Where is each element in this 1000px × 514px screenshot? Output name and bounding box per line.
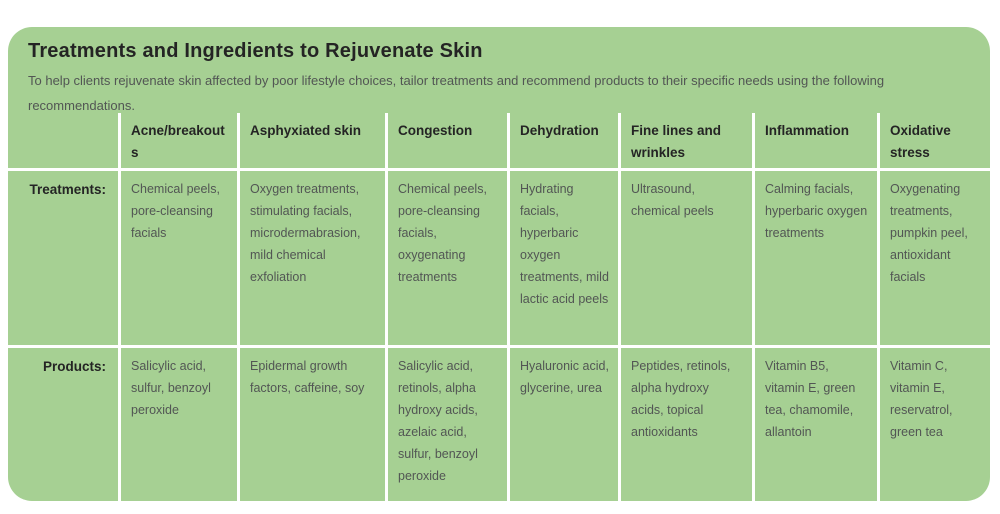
- table-cell-treatments-acne: Chemical peels, pore-cleansing facials: [118, 168, 237, 345]
- page-title: Treatments and Ingredients to Rejuvenate Skin: [28, 40, 483, 62]
- table-cell-products-dehydration: Hyaluronic acid, glycerine, urea: [507, 345, 618, 501]
- table-cell-products-inflammation: Vitamin B5, vitamin E, green tea, chamomile, allantoin: [752, 345, 877, 501]
- row-label-products: Products:: [8, 345, 118, 501]
- intro-text: To help clients rejuvenate skin affected by poor lifestyle choices, tailor treatments and recommend products to their specific needs using the following recommendations.: [28, 73, 885, 113]
- table-cell-products-asphyxiated: Epidermal growth factors, caffeine, soy: [237, 345, 385, 501]
- column-header-asphyxiated-skin: Asphyxiated skin: [237, 113, 385, 168]
- column-header-fine-lines-wrinkles: Fine lines and wrinkles: [618, 113, 752, 168]
- row-label-treatments: Treatments:: [8, 168, 118, 345]
- column-header-dehydration: Dehydration: [507, 113, 618, 168]
- table-cell-products-acne: Salicylic acid, sulfur, benzoyl peroxide: [118, 345, 237, 501]
- table-cell-products-fine-lines: Peptides, retinols, alpha hydroxy acids, topical antioxidants: [618, 345, 752, 501]
- table-cell-treatments-asphyxiated: Oxygen treatments, stimulating facials, microdermabrasion, mild chemical exfoliation: [237, 168, 385, 345]
- column-header-congestion: Congestion: [385, 113, 507, 168]
- table-cell-treatments-oxidative: Oxygenating treatments, pumpkin peel, antioxidant facials: [877, 168, 990, 345]
- column-header-inflammation: Inflammation: [752, 113, 877, 168]
- skin-rejuvenation-card: [8, 27, 990, 501]
- table-cell-treatments-inflammation: Calming facials, hyperbaric oxygen treatments: [752, 168, 877, 345]
- table-cell-treatments-fine-lines: Ultrasound, chemical peels: [618, 168, 752, 345]
- column-header-oxidative-stress: Oxidative stress: [877, 113, 990, 168]
- table-cell-treatments-congestion: Chemical peels, pore-cleansing facials, oxygenating treatments: [385, 168, 507, 345]
- table-cell-treatments-dehydration: Hydrating facials, hyperbaric oxygen treatments, mild lactic acid peels: [507, 168, 618, 345]
- header-spacer-cell: [8, 113, 118, 168]
- table-cell-products-congestion: Salicylic acid, retinols, alpha hydroxy acids, azelaic acid, sulfur, benzoyl peroxide: [385, 345, 507, 501]
- table-cell-products-oxidative: Vitamin C, vitamin E, reservatrol, green tea: [877, 345, 990, 501]
- column-header-acne-breakouts: Acne/breakouts: [118, 113, 237, 168]
- card-header: [8, 27, 990, 118]
- treatments-table: [8, 113, 990, 501]
